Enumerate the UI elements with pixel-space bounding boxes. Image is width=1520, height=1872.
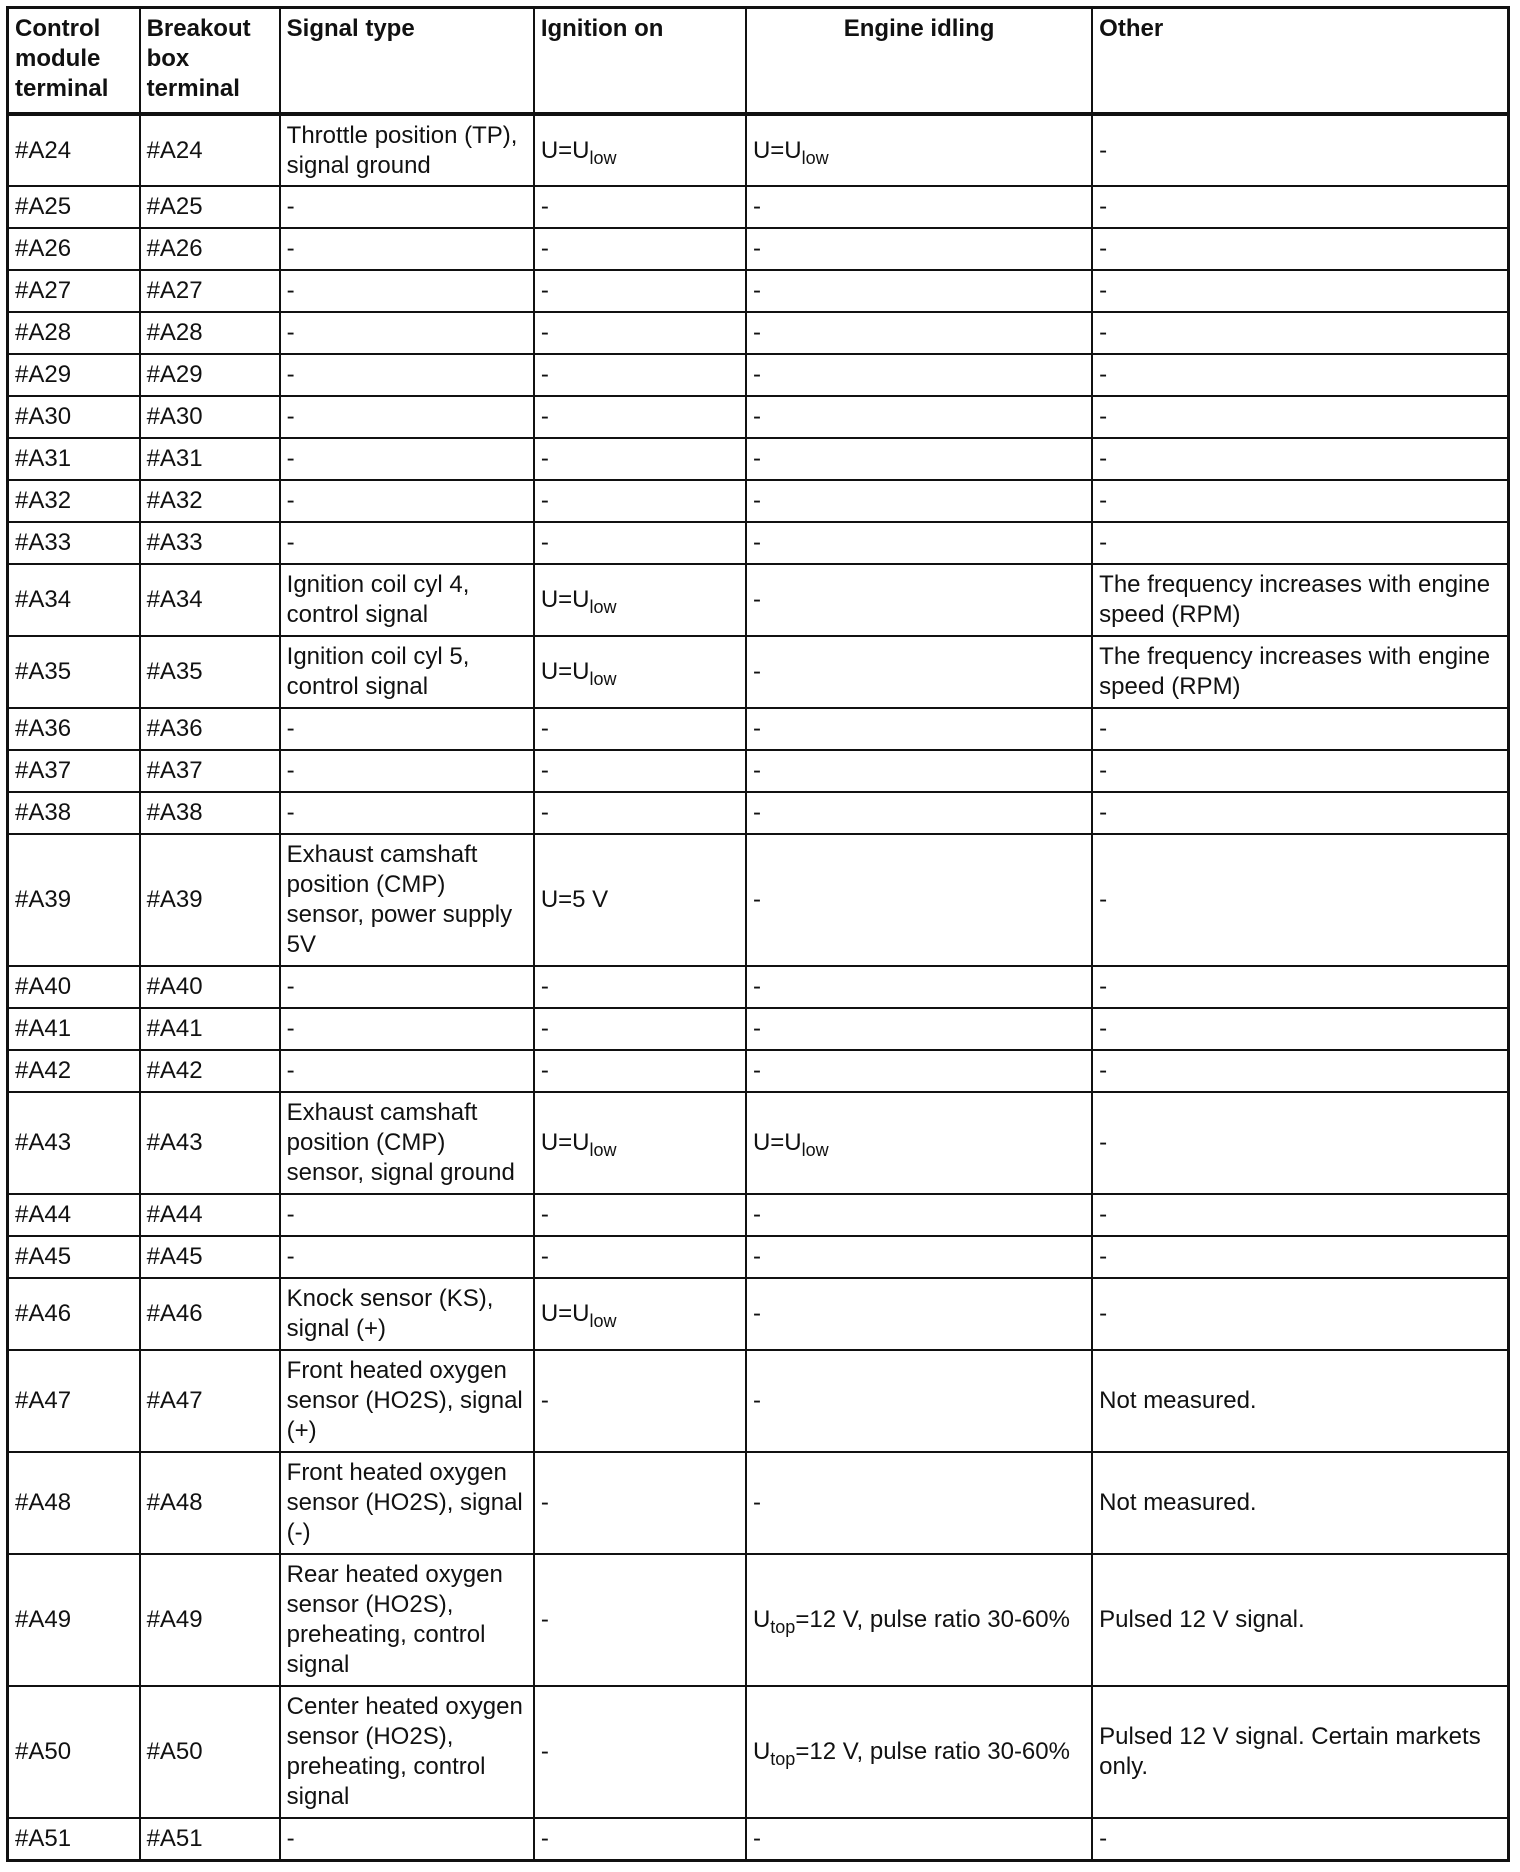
other-cell: Pulsed 12 V signal. Certain markets only.	[1092, 1686, 1508, 1818]
breakout-box-terminal-cell: #A43	[140, 1092, 280, 1194]
table-row	[8, 186, 1509, 228]
control-module-terminal-cell: #A44	[8, 1194, 140, 1236]
header-row	[8, 8, 1509, 115]
ignition-on-cell	[534, 708, 746, 750]
ignition-on-cell	[534, 114, 746, 186]
breakout-box-terminal-cell: #A34	[140, 564, 280, 636]
engine-idling-cell	[746, 438, 1092, 480]
other-cell: -	[1092, 228, 1508, 270]
signal-type-cell: Exhaust camshaft position (CMP) sensor, signal ground	[280, 1092, 534, 1194]
engine-idling-cell-base: -	[752, 799, 761, 826]
engine-idling-cell-base: -	[752, 1824, 761, 1852]
other-cell: -	[1092, 1278, 1508, 1350]
other-cell: Not measured.	[1092, 1350, 1508, 1452]
control-module-terminal-cell: #A31	[8, 438, 140, 480]
other-cell: -	[1092, 186, 1508, 228]
signal-type-cell: -	[280, 1008, 534, 1050]
table-body	[8, 114, 1509, 1860]
breakout-box-terminal-cell: #A35	[140, 636, 280, 708]
table-row	[8, 354, 1509, 396]
breakout-box-terminal-cell: #A32	[140, 480, 280, 522]
control-module-terminal-cell: #A51	[8, 1818, 140, 1860]
control-module-terminal-cell: #A34	[8, 564, 140, 636]
ignition-on-cell	[534, 966, 746, 1008]
ignition-on-cell-base: U=U	[540, 1129, 590, 1156]
engine-idling-cell-base: -	[752, 886, 761, 913]
other-cell: -	[1092, 396, 1508, 438]
engine-idling-cell	[746, 270, 1092, 312]
engine-idling-cell-base: -	[752, 1201, 761, 1228]
other-cell: -	[1092, 438, 1508, 480]
ignition-on-cell-base: -	[540, 715, 549, 742]
ignition-on-cell	[534, 1194, 746, 1236]
engine-idling-cell-base: -	[752, 715, 761, 742]
ignition-on-cell	[534, 438, 746, 480]
ignition-on-cell-base: -	[540, 277, 549, 304]
table-row	[8, 1050, 1509, 1092]
signal-type-cell: Ignition coil cyl 4, control signal	[280, 564, 534, 636]
control-module-terminal-cell: #A50	[8, 1686, 140, 1818]
engine-idling-cell	[746, 1686, 1092, 1818]
engine-idling-cell	[746, 708, 1092, 750]
breakout-box-terminal-cell: #A51	[140, 1818, 280, 1860]
engine-idling-cell-base: -	[752, 757, 761, 784]
engine-idling-cell-base: -	[752, 1387, 761, 1414]
engine-idling-cell-base: -	[752, 319, 761, 346]
engine-idling-cell	[746, 1554, 1092, 1686]
ignition-on-cell-base: -	[540, 445, 549, 472]
control-module-terminal-cell: #A40	[8, 966, 140, 1008]
other-cell: -	[1092, 966, 1508, 1008]
breakout-box-terminal-cell: #A44	[140, 1194, 280, 1236]
engine-idling-cell	[746, 1050, 1092, 1092]
other-cell: -	[1092, 312, 1508, 354]
table-row	[8, 228, 1509, 270]
ignition-on-cell-base: -	[540, 1057, 549, 1084]
other-cell: Not measured.	[1092, 1452, 1508, 1554]
breakout-box-terminal-cell: #A37	[140, 750, 280, 792]
signal-type-cell: Center heated oxygen sensor (HO2S), preheating, control signal	[280, 1686, 534, 1818]
ignition-on-cell-base: -	[540, 1489, 549, 1516]
engine-idling-cell-base: -	[752, 193, 761, 220]
ignition-on-cell-subscript: low	[589, 1140, 617, 1160]
engine-idling-cell-base: -	[752, 1489, 761, 1516]
other-cell: -	[1092, 834, 1508, 966]
engine-idling-cell	[746, 1092, 1092, 1194]
other-cell: -	[1092, 792, 1508, 834]
ignition-on-cell-base: -	[540, 193, 549, 220]
engine-idling-cell	[746, 966, 1092, 1008]
breakout-box-terminal-cell: #A24	[140, 114, 280, 186]
breakout-box-terminal-cell: #A41	[140, 1008, 280, 1050]
signal-type-cell: Front heated oxygen sensor (HO2S), signal (+)	[280, 1350, 534, 1452]
signal-type-cell: -	[280, 1236, 534, 1278]
engine-idling-cell	[746, 1008, 1092, 1050]
ignition-on-cell	[534, 1554, 746, 1686]
other-cell: -	[1092, 270, 1508, 312]
table-row	[8, 1818, 1509, 1860]
engine-idling-cell	[746, 396, 1092, 438]
breakout-box-terminal-cell: #A38	[140, 792, 280, 834]
engine-idling-cell-base: -	[752, 277, 761, 304]
engine-idling-cell-base: -	[752, 1015, 761, 1042]
ignition-on-cell	[534, 480, 746, 522]
ignition-on-cell	[534, 564, 746, 636]
breakout-box-terminal-cell: #A50	[140, 1686, 280, 1818]
control-module-terminal-cell: #A35	[8, 636, 140, 708]
table-row	[8, 1092, 1509, 1194]
ignition-on-cell	[534, 792, 746, 834]
control-module-terminal-cell: #A41	[8, 1008, 140, 1050]
table-row	[8, 1350, 1509, 1452]
signal-type-cell: -	[280, 186, 534, 228]
table-row	[8, 1686, 1509, 1818]
engine-idling-cell-base: U	[752, 1738, 771, 1765]
control-module-terminal-cell: #A46	[8, 1278, 140, 1350]
signal-type-cell: -	[280, 1194, 534, 1236]
engine-idling-cell	[746, 522, 1092, 564]
engine-idling-cell-base: U=U	[752, 136, 802, 164]
engine-idling-cell	[746, 1194, 1092, 1236]
engine-idling-cell-base: -	[752, 658, 761, 685]
signal-type-cell: -	[280, 480, 534, 522]
ignition-on-cell-base: -	[540, 1243, 549, 1270]
control-module-terminal-cell: #A37	[8, 750, 140, 792]
breakout-box-terminal-cell: #A26	[140, 228, 280, 270]
header-ignition-on: Ignition on	[534, 8, 746, 115]
engine-idling-cell	[746, 1278, 1092, 1350]
table-row	[8, 1278, 1509, 1350]
breakout-box-terminal-cell: #A28	[140, 312, 280, 354]
control-module-terminal-cell: #A43	[8, 1092, 140, 1194]
engine-idling-cell-base: -	[752, 1243, 761, 1270]
ignition-on-cell-base: -	[540, 319, 549, 346]
control-module-terminal-cell: #A30	[8, 396, 140, 438]
other-cell: -	[1092, 354, 1508, 396]
ignition-on-cell-base: -	[540, 1606, 549, 1633]
header-control-module-terminal: Control module terminal	[8, 8, 140, 115]
signal-type-cell: Exhaust camshaft position (CMP) sensor, power supply 5V	[280, 834, 534, 966]
ignition-on-cell-base: U=U	[540, 586, 590, 613]
breakout-box-terminal-cell: #A33	[140, 522, 280, 564]
ignition-on-cell	[534, 834, 746, 966]
breakout-box-terminal-cell: #A29	[140, 354, 280, 396]
engine-idling-cell-tail: =12 V, pulse ratio 30-60%	[795, 1606, 1070, 1633]
ignition-on-cell	[534, 522, 746, 564]
other-cell: -	[1092, 522, 1508, 564]
engine-idling-cell-base: -	[752, 1300, 761, 1327]
ignition-on-cell	[534, 1350, 746, 1452]
signal-type-cell: -	[280, 438, 534, 480]
table-row	[8, 1194, 1509, 1236]
ignition-on-cell	[534, 636, 746, 708]
ignition-on-cell-base: -	[540, 487, 549, 514]
engine-idling-cell-base: -	[752, 445, 761, 472]
ignition-on-cell-base: -	[540, 361, 549, 388]
ignition-on-cell	[534, 750, 746, 792]
other-cell: -	[1092, 1092, 1508, 1194]
engine-idling-cell	[746, 228, 1092, 270]
table-row	[8, 1236, 1509, 1278]
other-cell: -	[1092, 708, 1508, 750]
other-cell: -	[1092, 1818, 1508, 1860]
ignition-on-cell-base: -	[540, 973, 549, 1000]
ignition-on-cell-subscript: low	[589, 669, 617, 689]
signal-type-cell: -	[280, 270, 534, 312]
engine-idling-cell	[746, 312, 1092, 354]
other-cell: -	[1092, 1236, 1508, 1278]
ignition-on-cell-base: -	[540, 1387, 549, 1414]
ignition-on-cell-base: -	[540, 1201, 549, 1228]
engine-idling-cell-base: -	[752, 586, 761, 613]
engine-idling-cell	[746, 750, 1092, 792]
signal-type-cell: Rear heated oxygen sensor (HO2S), preheating, control signal	[280, 1554, 534, 1686]
signal-type-cell: -	[280, 396, 534, 438]
ignition-on-cell	[534, 396, 746, 438]
signal-type-cell: Ignition coil cyl 5, control signal	[280, 636, 534, 708]
control-module-terminal-cell: #A28	[8, 312, 140, 354]
other-cell: The frequency increases with engine speed (RPM)	[1092, 636, 1508, 708]
engine-idling-cell	[746, 354, 1092, 396]
breakout-box-terminal-cell: #A40	[140, 966, 280, 1008]
ignition-on-cell-subscript: low	[589, 147, 617, 168]
breakout-box-terminal-cell: #A30	[140, 396, 280, 438]
table-row	[8, 522, 1509, 564]
ignition-on-cell-base: -	[540, 235, 549, 262]
ignition-on-cell	[534, 1278, 746, 1350]
control-module-terminal-cell: #A24	[8, 114, 140, 186]
control-module-terminal-cell: #A29	[8, 354, 140, 396]
control-module-terminal-cell: #A48	[8, 1452, 140, 1554]
ignition-on-cell	[534, 228, 746, 270]
engine-idling-cell-base: U=U	[752, 1129, 802, 1156]
breakout-box-terminal-cell: #A46	[140, 1278, 280, 1350]
signal-type-cell: -	[280, 354, 534, 396]
table-row	[8, 708, 1509, 750]
table-row	[8, 1008, 1509, 1050]
table-row	[8, 1452, 1509, 1554]
breakout-box-terminal-cell: #A48	[140, 1452, 280, 1554]
table-row	[8, 438, 1509, 480]
ignition-on-cell	[534, 1686, 746, 1818]
ignition-on-cell-base: -	[540, 1824, 549, 1852]
engine-idling-cell-base: -	[752, 235, 761, 262]
table-row	[8, 480, 1509, 522]
ignition-on-cell-base: -	[540, 403, 549, 430]
ignition-on-cell-base: -	[540, 757, 549, 784]
signal-type-cell: -	[280, 312, 534, 354]
engine-idling-cell	[746, 1452, 1092, 1554]
ignition-on-cell	[534, 1050, 746, 1092]
header-breakout-box-terminal: Breakout box terminal	[140, 8, 280, 115]
other-cell: -	[1092, 1050, 1508, 1092]
ignition-on-cell	[534, 1818, 746, 1860]
ignition-on-cell-base: -	[540, 529, 549, 556]
ignition-on-cell	[534, 1452, 746, 1554]
ignition-on-cell-base: -	[540, 1015, 549, 1042]
ignition-on-cell	[534, 186, 746, 228]
other-cell: -	[1092, 1008, 1508, 1050]
breakout-box-terminal-cell: #A31	[140, 438, 280, 480]
ignition-on-cell-base: U=U	[540, 658, 590, 685]
other-cell: The frequency increases with engine speed (RPM)	[1092, 564, 1508, 636]
table-row	[8, 564, 1509, 636]
signal-type-cell: Front heated oxygen sensor (HO2S), signal (-)	[280, 1452, 534, 1554]
breakout-box-terminal-cell: #A45	[140, 1236, 280, 1278]
ignition-on-cell-subscript: low	[589, 1311, 617, 1331]
other-cell: -	[1092, 1194, 1508, 1236]
table-row	[8, 396, 1509, 438]
ignition-on-cell-base: U=U	[540, 1300, 590, 1327]
control-module-terminal-cell: #A49	[8, 1554, 140, 1686]
signal-type-cell: -	[280, 966, 534, 1008]
control-module-terminal-cell: #A39	[8, 834, 140, 966]
table-row	[8, 312, 1509, 354]
control-module-terminal-cell: #A45	[8, 1236, 140, 1278]
engine-idling-cell	[746, 636, 1092, 708]
ignition-on-cell-base: -	[540, 799, 549, 826]
control-module-terminal-cell: #A27	[8, 270, 140, 312]
engine-idling-cell-base: -	[752, 487, 761, 514]
engine-idling-cell	[746, 792, 1092, 834]
ignition-on-cell-base: U=U	[540, 136, 590, 164]
engine-idling-cell-base: -	[752, 1057, 761, 1084]
table-row	[8, 792, 1509, 834]
engine-idling-cell-tail: =12 V, pulse ratio 30-60%	[795, 1738, 1070, 1765]
breakout-box-terminal-cell: #A42	[140, 1050, 280, 1092]
engine-idling-cell-base: U	[752, 1606, 771, 1633]
control-module-terminal-cell: #A26	[8, 228, 140, 270]
ignition-on-cell	[534, 1236, 746, 1278]
ignition-on-cell	[534, 270, 746, 312]
ignition-on-cell-base: -	[540, 1738, 549, 1765]
control-module-terminal-cell: #A32	[8, 480, 140, 522]
signal-type-cell: -	[280, 708, 534, 750]
control-module-terminal-cell: #A33	[8, 522, 140, 564]
table-row	[8, 114, 1509, 186]
engine-idling-cell	[746, 480, 1092, 522]
signal-type-cell: -	[280, 1050, 534, 1092]
breakout-box-terminal-cell: #A49	[140, 1554, 280, 1686]
engine-idling-cell-base: -	[752, 403, 761, 430]
engine-idling-cell-base: -	[752, 529, 761, 556]
control-module-terminal-cell: #A42	[8, 1050, 140, 1092]
signal-type-cell: Throttle position (TP), signal ground	[280, 114, 534, 186]
control-module-terminal-cell: #A38	[8, 792, 140, 834]
header-engine-idling: Engine idling	[746, 8, 1092, 115]
table-row	[8, 834, 1509, 966]
engine-idling-cell	[746, 186, 1092, 228]
signal-type-cell: -	[280, 792, 534, 834]
ignition-on-cell-subscript: low	[589, 597, 617, 617]
other-cell: Pulsed 12 V signal.	[1092, 1554, 1508, 1686]
breakout-box-terminal-cell: #A36	[140, 708, 280, 750]
engine-idling-cell-subscript: top	[770, 1749, 796, 1769]
signal-type-cell: Knock sensor (KS), signal (+)	[280, 1278, 534, 1350]
table-row	[8, 750, 1509, 792]
ignition-on-cell	[534, 1008, 746, 1050]
header-signal-type: Signal type	[280, 8, 534, 115]
breakout-box-terminal-cell: #A25	[140, 186, 280, 228]
engine-idling-cell	[746, 564, 1092, 636]
ignition-on-cell	[534, 1092, 746, 1194]
engine-idling-cell	[746, 114, 1092, 186]
signal-type-cell: -	[280, 1818, 534, 1860]
engine-idling-cell	[746, 834, 1092, 966]
header-other: Other	[1092, 8, 1508, 115]
signal-type-cell: -	[280, 750, 534, 792]
signal-type-cell: -	[280, 228, 534, 270]
other-cell: -	[1092, 480, 1508, 522]
engine-idling-cell	[746, 1350, 1092, 1452]
control-module-terminal-cell: #A25	[8, 186, 140, 228]
other-cell: -	[1092, 750, 1508, 792]
control-module-terminal-cell: #A47	[8, 1350, 140, 1452]
engine-idling-cell-subscript: low	[801, 147, 829, 168]
engine-idling-cell-subscript: top	[770, 1617, 796, 1637]
breakout-box-terminal-cell: #A27	[140, 270, 280, 312]
engine-idling-cell	[746, 1236, 1092, 1278]
engine-idling-cell-base: -	[752, 361, 761, 388]
table-row	[8, 966, 1509, 1008]
other-cell: -	[1092, 114, 1508, 186]
engine-idling-cell-base: -	[752, 973, 761, 1000]
ignition-on-cell-base: U=5 V	[540, 886, 609, 913]
breakout-box-terminal-cell: #A39	[140, 834, 280, 966]
ignition-on-cell	[534, 354, 746, 396]
table-row	[8, 636, 1509, 708]
table-row	[8, 270, 1509, 312]
engine-idling-cell-subscript: low	[801, 1140, 829, 1160]
signal-type-cell: -	[280, 522, 534, 564]
breakout-box-terminal-cell: #A47	[140, 1350, 280, 1452]
engine-idling-cell	[746, 1818, 1092, 1860]
terminal-signal-table	[6, 6, 1510, 1862]
table-row	[8, 1554, 1509, 1686]
ignition-on-cell	[534, 312, 746, 354]
control-module-terminal-cell: #A36	[8, 708, 140, 750]
